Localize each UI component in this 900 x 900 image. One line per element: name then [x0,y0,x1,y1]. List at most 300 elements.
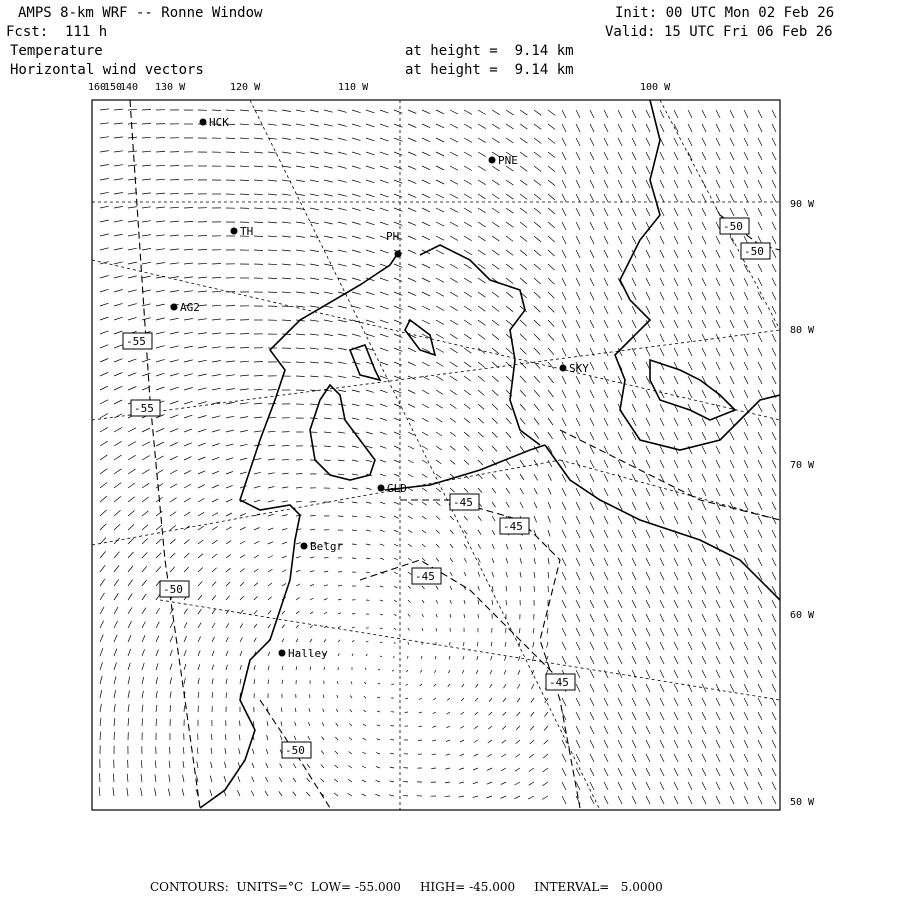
wind-vector [114,510,121,516]
wind-vector [240,361,249,362]
wind-vector [674,110,678,118]
wind-vector [198,692,199,698]
wind-vector [436,362,444,367]
wind-vector [449,656,450,659]
wind-vector [281,722,282,727]
wind-vector [744,292,748,300]
wind-vector [646,754,650,762]
wind-vector [226,402,235,404]
wind-vector [128,304,137,306]
wind-vector [324,194,333,196]
wind-vector [296,639,298,642]
wind-vector [240,180,249,181]
wind-vector [268,110,277,111]
wind-vector [394,292,402,295]
wind-vector [688,516,692,524]
wind-vector [422,460,428,464]
wind-vector [310,124,319,126]
wind-vector [324,334,333,336]
wind-vector [562,152,566,160]
wind-vector [100,206,109,208]
wind-vector [422,614,424,617]
wind-vector [282,124,291,126]
wind-vector [517,712,520,716]
wind-vector [254,152,263,153]
wind-vector [296,306,305,307]
wind-vector [324,557,329,558]
wind-vector [170,539,176,544]
wind-vector [184,221,193,222]
wind-vector [688,712,692,720]
wind-vector [366,320,375,323]
wind-vector [100,648,103,656]
wind-vector [184,567,189,572]
wind-vector [534,516,537,522]
wind-vector [688,166,692,174]
wind-vector [184,319,193,321]
wind-vector [184,678,185,684]
wind-vector [478,404,484,409]
wind-vector [198,402,207,404]
wind-vector [716,642,720,650]
wind-vector [240,665,241,670]
wind-vector [646,544,650,552]
wind-vector [702,460,706,468]
wind-vector [674,208,678,216]
wind-vector [501,754,506,757]
wind-vector [772,740,776,748]
wind-vector [590,236,594,244]
wind-vector [422,138,430,142]
wind-vector [562,614,566,622]
wind-vector [433,698,436,700]
wind-vector [632,586,636,594]
wind-vector [394,502,399,504]
wind-vector [520,236,527,242]
wind-vector [142,276,151,278]
wind-vector [352,138,361,141]
wind-vector [716,320,720,328]
wind-vector [744,320,748,328]
wind-vector [534,432,539,439]
wind-vector [548,516,550,523]
wind-vector [534,320,540,326]
wind-vector [730,152,734,160]
wind-vector [450,194,458,198]
wind-vector [646,446,650,454]
wind-vector [547,642,548,648]
wind-vector [492,376,499,382]
wind-vector [366,404,373,406]
wind-vector [604,754,608,762]
wind-vector [632,376,636,384]
wind-vector [282,320,291,321]
wind-vector [436,250,444,254]
station-label: GLD [387,482,407,495]
wind-vector [366,194,375,197]
wind-vector [408,628,409,631]
wind-vector [604,516,608,524]
wind-vector [338,640,340,642]
wind-vector [366,641,368,642]
wind-vector [506,264,513,270]
wind-vector [198,277,207,278]
wind-vector [99,787,100,796]
wind-vector [184,277,193,278]
wind-vector [618,530,622,538]
wind-vector [436,404,443,408]
wind-vector [380,390,388,393]
wind-vector [408,558,412,561]
wind-vector [548,348,554,355]
wind-vector [646,180,650,188]
wind-vector [156,442,164,446]
wind-vector [548,306,554,312]
wind-vector [338,446,345,447]
wind-vector [408,544,412,547]
wind-vector [576,446,580,454]
wind-vector [296,584,300,586]
wind-vector [240,527,246,530]
wind-vector [296,334,305,335]
wind-vector [632,488,636,496]
wind-vector [464,572,466,576]
wind-vector [632,698,636,706]
wind-vector [632,684,636,692]
wind-vector [225,734,226,740]
wind-vector [408,614,410,617]
wind-vector [674,782,678,790]
wind-vector [198,581,202,586]
wind-vector [688,292,692,300]
wind-vector [772,222,776,230]
wind-vector [716,152,720,160]
wind-vector [100,524,106,530]
wind-vector [296,474,303,475]
wind-vector [338,390,346,392]
wind-vector [604,320,608,328]
wind-vector [460,726,464,728]
wind-vector [576,180,580,188]
wind-vector [239,735,240,741]
wind-vector [576,320,580,328]
wind-vector [240,138,249,139]
wind-vector [730,432,734,440]
wind-vector [254,569,258,572]
wind-vector [492,180,500,185]
wind-vector [128,455,136,460]
wind-vector [114,441,122,446]
wind-vector [240,472,247,474]
wind-vector [296,278,305,279]
wind-vector [478,446,483,451]
wind-vector [562,474,566,482]
wind-vector [156,235,165,236]
wind-vector [268,611,271,615]
wind-vector [280,763,282,768]
wind-vector [450,572,452,576]
wind-vector [198,319,207,320]
wind-vector [156,346,165,348]
wind-vector [421,656,422,659]
wind-vector [716,362,720,370]
wind-vector [366,306,375,309]
station-marker [279,650,286,657]
wind-vector [562,460,566,468]
wind-vector [520,250,527,256]
wind-vector [282,166,291,167]
wind-vector [646,334,650,342]
wind-vector [632,138,636,146]
wind-vector [520,180,527,185]
wind-vector [296,222,305,223]
wind-vector [520,446,525,452]
wind-vector [604,572,608,580]
wind-vector [632,194,636,202]
wind-vector [114,649,117,656]
wind-vector [730,754,734,762]
wind-vector [128,123,137,124]
wind-vector [183,747,184,754]
wind-vector [506,432,511,438]
wind-vector [744,544,748,552]
wind-vector [730,460,734,468]
wind-vector [758,628,762,636]
station-marker [301,543,308,550]
wind-vector [730,166,734,174]
wind-vector [576,544,580,552]
wind-vector [212,471,219,474]
wind-vector [450,530,454,534]
wind-vector [362,752,366,754]
wind-vector [114,290,123,293]
wind-vector [632,124,636,132]
wind-vector [473,782,478,784]
wind-vector [702,124,706,132]
wind-vector [212,277,221,278]
wind-vector [211,748,212,754]
wind-vector [520,152,527,157]
wind-vector [604,768,608,776]
wind-vector [268,152,277,153]
wind-vector [618,264,622,272]
wind-vector [352,222,361,225]
wind-vector [604,474,608,482]
wind-vector [170,166,179,167]
wind-vector [170,401,179,404]
wind-vector [492,264,499,269]
wind-vector [590,362,594,370]
wind-vector [716,670,720,678]
wind-vector [294,736,296,740]
wind-vector [744,138,748,146]
wind-vector [282,473,289,474]
wind-vector [212,264,221,265]
wind-vector [310,138,319,140]
wind-vector [324,292,333,294]
wind-vector [450,278,458,283]
wind-vector [156,525,162,530]
wind-vector [744,432,748,440]
wind-vector [268,680,269,685]
wind-vector [590,782,594,790]
wind-vector [293,792,296,796]
wind-vector [688,124,692,132]
wind-vector [618,334,622,342]
wind-vector [100,621,104,628]
wind-vector [113,774,114,783]
wind-vector [758,600,762,608]
wind-vector [338,236,347,238]
wind-vector [450,236,458,240]
wind-vector [744,306,748,314]
wind-vector [170,429,178,432]
wind-vector [576,348,580,356]
wind-vector [772,110,776,118]
wind-vector [364,696,366,698]
wind-vector [492,194,500,199]
wind-vector [660,642,664,650]
wind-vector [408,404,415,407]
wind-vector [268,514,274,516]
wind-vector [296,666,297,670]
wind-vector [632,278,636,286]
wind-vector [520,138,527,143]
wind-vector [114,732,115,740]
wind-vector [520,278,527,284]
wind-vector [254,236,263,237]
wind-vector [478,180,486,185]
wind-vector [688,698,692,706]
wind-vector [772,684,776,692]
wind-vector [660,320,664,328]
wind-vector [422,488,427,491]
wind-vector [338,474,344,475]
wind-vector [534,152,541,157]
wind-vector [338,432,345,433]
wind-vector [562,628,566,636]
wind-vector [730,656,734,664]
wind-vector [366,460,372,462]
wind-vector [562,586,566,594]
wind-vector [240,679,241,684]
wind-vector [226,333,235,334]
wind-vector [548,166,555,172]
wind-vector [240,124,249,125]
wind-vector [128,635,131,642]
wind-vector [604,712,608,720]
wind-vector [688,544,692,552]
wind-vector [604,180,608,188]
wind-vector [464,334,471,339]
wind-vector [142,691,143,698]
wind-vector [450,446,456,450]
wind-vector [688,642,692,650]
wind-vector [702,768,706,776]
wind-vector [128,621,132,628]
wind-vector [212,692,213,698]
wind-vector [674,376,678,384]
wind-vector [758,292,762,300]
wind-vector [505,642,506,647]
wind-vector [730,292,734,300]
wind-vector [394,138,402,141]
wind-vector [702,586,706,594]
wind-vector [100,234,109,236]
wind-vector [380,418,387,421]
wind-vector [548,390,554,397]
wind-vector [674,586,678,594]
wind-vector [184,470,191,474]
wind-vector [576,614,580,622]
wind-vector [324,599,328,601]
wind-vector [576,656,580,664]
wind-vector [362,780,366,782]
wind-vector [632,264,636,272]
wind-vector [436,376,443,380]
wind-vector [114,414,122,418]
wind-vector [142,622,145,629]
wind-vector [156,622,159,628]
wind-vector [380,166,389,169]
wind-vector [492,320,499,326]
wind-vector [604,152,608,160]
wind-vector [688,502,692,510]
wind-vector [114,635,117,642]
wind-vector [548,474,552,481]
wind-vector [114,373,122,377]
wind-vector [772,124,776,132]
wind-height: at height = 9.14 km [405,62,574,78]
wind-vector [324,404,332,405]
wind-vector [730,446,734,454]
wind-vector [534,404,539,411]
station-marker [171,304,178,311]
wind-vector [324,667,325,670]
wind-vector [408,194,416,198]
wind-vector [408,516,413,519]
wind-vector [279,777,282,782]
wind-vector [170,678,172,685]
wind-vector [198,374,207,376]
wind-vector [142,594,146,600]
wind-vector [716,376,720,384]
wind-vector [478,278,485,283]
wind-vector [352,110,361,113]
wind-vector [604,306,608,314]
wind-vector [128,718,129,726]
wind-vector [380,208,389,211]
wind-vector [646,614,650,622]
wind-vector [170,456,178,460]
wind-vector [212,513,218,516]
wind-vector [156,151,165,152]
wind-vector [604,138,608,146]
wind-vector [100,386,108,390]
lat-label: 60 W [790,610,815,621]
wind-vector [772,516,776,524]
wind-vector [548,250,555,256]
wind-vector [716,656,720,664]
wind-vector [184,374,193,376]
wind-vector [772,530,776,538]
wind-vector [492,586,493,591]
wind-vector [506,292,513,298]
wind-vector [282,306,291,307]
wind-vector [366,180,375,183]
wind-vector [660,236,664,244]
wind-vector [293,778,296,782]
